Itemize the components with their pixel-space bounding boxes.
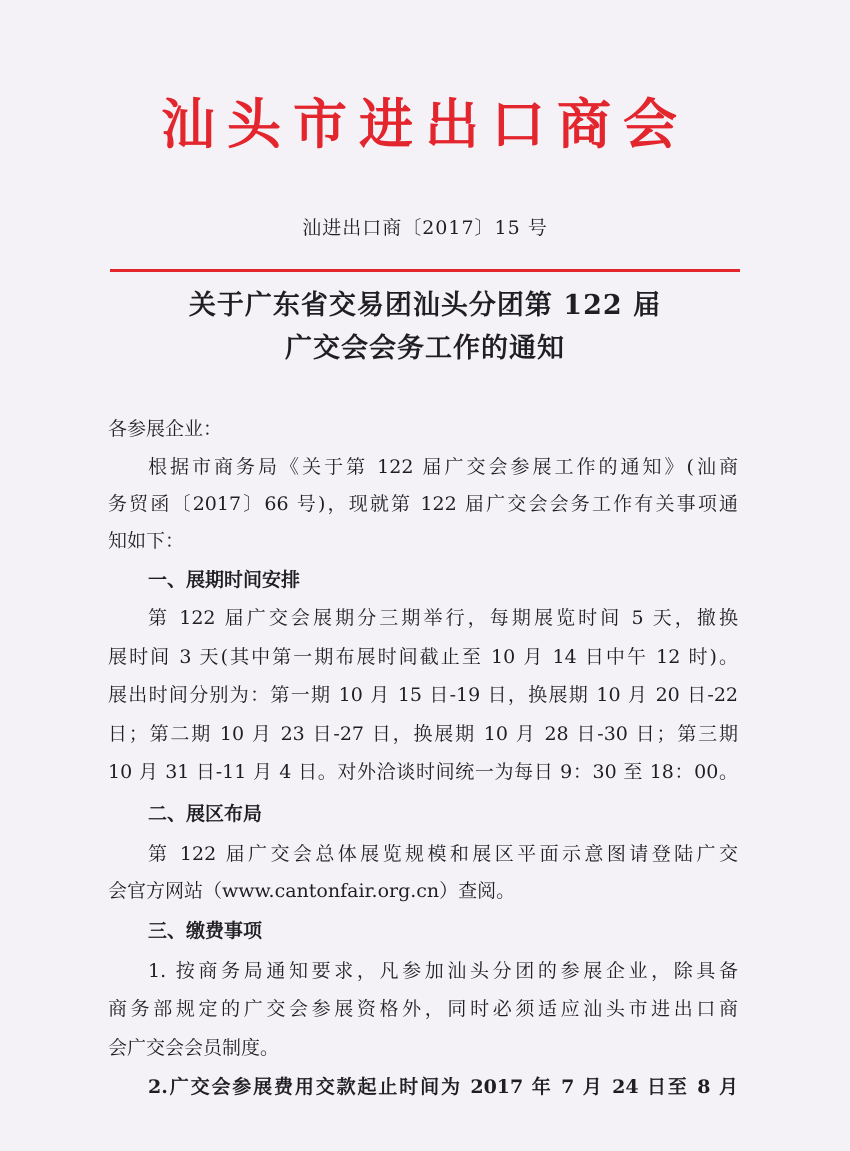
section-3-line-1: 1. 按商务局通知要求，凡参加汕头分团的参展企业，除具备: [148, 960, 738, 982]
section-1-line-3: 展出时间分别为：第一期 10 月 15 日-19 日，换展期 10 月 20 日-22: [108, 684, 738, 706]
document-number: 汕进出口商〔2017〕15 号: [302, 217, 548, 239]
section-3-heading: 三、缴费事项: [148, 920, 263, 942]
intro-line-3: 知如下：: [108, 530, 185, 552]
section-3-item-2: 2.广交会参展费用交款起止时间为 2017 年 7 月 24 日至 8 月: [148, 1076, 738, 1098]
intro-line-1: 根据市商务局《关于第 122 届广交会参展工作的通知》(汕商: [148, 456, 738, 478]
section-1-heading: 一、展期时间安排: [148, 569, 301, 591]
section-1-line-5: 10 月 31 日-11 月 4 日。对外洽谈时间统一为每日 9：30 至 18：00。: [108, 761, 738, 783]
section-2-heading: 二、展区布局: [148, 803, 263, 825]
section-1-line-4: 日；第二期 10 月 23 日-27 日，换展期 10 月 28 日-30 日；第三期: [108, 723, 738, 745]
notice-title-line-1: 关于广东省交易团汕头分团第 122 届: [188, 290, 662, 321]
section-1-line-1: 第 122 届广交会展期分三期举行，每期展览时间 5 天，撤换: [148, 607, 738, 629]
red-divider-line: [110, 269, 740, 272]
salutation: 各参展企业：: [108, 418, 223, 440]
section-1-line-2: 展时间 3 天(其中第一期布展时间截止至 10 月 14 日中午 12 时)。: [108, 646, 738, 668]
notice-title-line-2: 广交会会务工作的通知: [285, 333, 565, 364]
organization-letterhead: 汕头市进出口商会: [161, 92, 689, 156]
section-2-line-1: 第 122 届广交会总体展览规模和展区平面示意图请登陆广交: [148, 843, 738, 865]
section-3-line-3: 会广交会会员制度。: [108, 1037, 280, 1059]
section-2-line-2: 会官方网站（www.cantonfair.org.cn）查阅。: [108, 880, 516, 902]
section-3-line-2: 商务部规定的广交会参展资格外，同时必须适应汕头市进出口商: [108, 998, 738, 1020]
intro-line-2: 务贸函〔2017〕66 号)，现就第 122 届广交会会务工作有关事项通: [108, 493, 738, 515]
